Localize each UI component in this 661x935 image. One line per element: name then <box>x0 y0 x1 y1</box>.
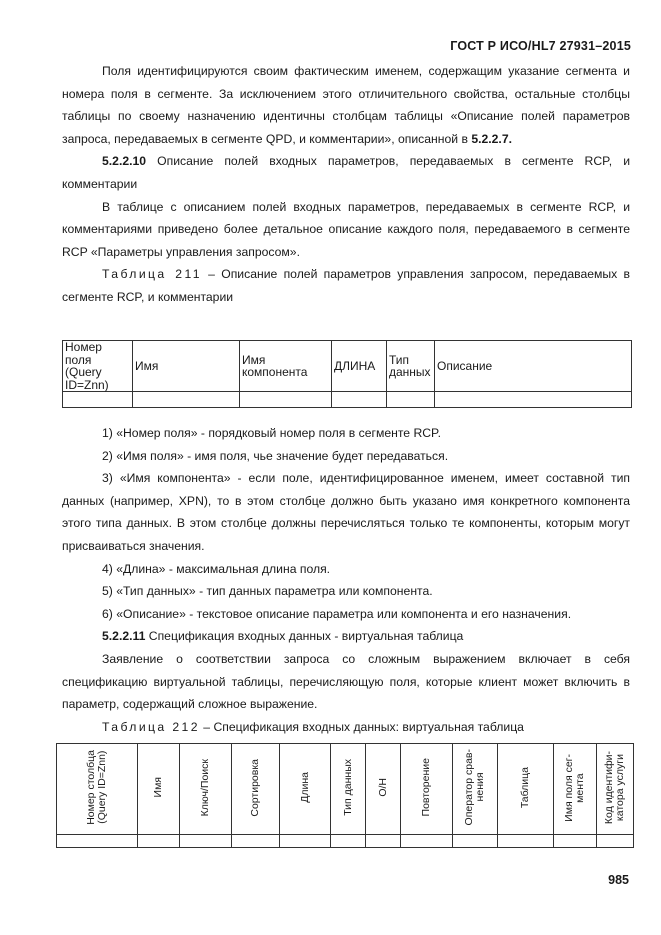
section-heading-5-2-2-10 <box>62 150 630 195</box>
section-number: 5.2.2.11 <box>102 629 146 644</box>
table-header-row <box>57 744 634 835</box>
table-211-caption <box>62 263 630 308</box>
header-cell: Ключ/Поиск <box>180 744 232 835</box>
statement-paragraph: Заявление о соответствии запроса со сложным выражением включает в себя спецификацию виртуальной таблицы, перечисляющую поля, которые клиент может включить в параметр, содержащий сложное выражение. <box>62 651 630 712</box>
table-212 <box>56 743 634 848</box>
table-cell <box>133 392 240 408</box>
section-title: Описание полей входных параметров, передаваемых в сегменте RCP, и комментарии <box>62 154 630 191</box>
header-cell: Имя поля сег- мента <box>554 744 597 835</box>
table-cell <box>332 392 387 408</box>
note-item: 5) «Тип данных» - тип данных параметра или компонента. <box>102 584 433 599</box>
table-cell <box>366 835 401 848</box>
table-211 <box>62 340 632 408</box>
note-item: 2) «Имя поля» - имя поля, чье значение будет передаваться. <box>102 448 449 463</box>
header-cell: Повторение <box>401 744 453 835</box>
page-number: 985 <box>608 873 629 887</box>
table-cell <box>435 392 632 408</box>
intro-paragraph <box>62 60 630 150</box>
note-item: 6) «Описание» - текстовое описание параметра или компонента и его назначения. <box>102 606 572 621</box>
note-item: 3) «Имя компонента» - если поле, идентифицированное именем, имеет составной тип данных (например, XPN), то в этом столбце должно быть указано имя конкретного компонента этого типа данных. В этом столбце должны перечисляться только те компоненты, которым могут присваиваться значения. <box>62 471 630 553</box>
header-cell: О/Н <box>366 744 401 835</box>
table-cell <box>387 392 435 408</box>
table-label: Таблица 212 <box>102 719 200 734</box>
table-cell <box>498 835 554 848</box>
section-title: Спецификация входных данных - виртуальная таблица <box>148 629 464 644</box>
header-cell: Таблица <box>498 744 554 835</box>
table-caption-text: – Спецификация входных данных: виртуальная таблица <box>203 719 524 734</box>
table-cell <box>453 835 498 848</box>
table-cell <box>180 835 232 848</box>
section-number: 5.2.2.10 <box>102 154 147 169</box>
table-header-row <box>63 341 632 392</box>
table-cell <box>138 835 180 848</box>
header-cell: Тип данных <box>331 744 366 835</box>
intro-text: Поля идентифицируются своим фактическим именем, содержащим указание сегмента и номера поля в сегменте. За исключением этого отличительного свойства, остальные столбцы таблицы по своему назначению идентичны столбцам таблицы «Описание полей параметров запроса, передаваемых в сегменте QPD, и комментарии», описанной в <box>62 64 630 146</box>
table-row <box>63 392 632 408</box>
section-heading-5-2-2-11 <box>62 625 630 648</box>
table-cell <box>232 835 280 848</box>
table-cell <box>331 835 366 848</box>
note-item: 4) «Длина» - максимальная длина поля. <box>102 561 331 576</box>
header-cell: Сортировка <box>232 744 280 835</box>
header-cell: Тип данных <box>387 341 435 392</box>
header-cell: Код идентифи- катора услуги <box>597 744 634 835</box>
header-cell: ДЛИНА <box>332 341 387 392</box>
table-caption-text: – Описание полей параметров управления запросом, передаваемых в сегменте RCP, и комментарии <box>62 267 630 304</box>
table-cell <box>57 835 138 848</box>
table-row <box>57 835 634 848</box>
table-cell <box>554 835 597 848</box>
header-cell: Номер столбца (Query ID=Znn) <box>57 744 138 835</box>
table-cell <box>280 835 331 848</box>
table-212-caption <box>62 716 630 739</box>
table-cell <box>401 835 453 848</box>
table-cell <box>240 392 332 408</box>
table-cell <box>597 835 634 848</box>
rcp-paragraph: В таблице с описанием полей входных параметров, передаваемых в сегменте RCP, и комментариями приведено более детальное описание каждого поля, передаваемого в сегменте RCP «Параметры управления запросом». <box>62 199 630 259</box>
header-cell: Оператор срав- нения <box>453 744 498 835</box>
notes-section <box>62 422 630 738</box>
intro-reference: 5.2.2.7. <box>471 131 512 146</box>
header-cell: Номер поля (Query ID=Znn) <box>63 341 133 392</box>
header-cell: Описание <box>435 341 632 392</box>
table-cell <box>63 392 133 408</box>
header-cell: Имя компонента <box>240 341 332 392</box>
header-cell: Длина <box>280 744 331 835</box>
note-item: 1) «Номер поля» - порядковый номер поля в сегменте RCP. <box>102 426 441 440</box>
table-label: Таблица 211 <box>102 267 202 282</box>
header-cell: Имя <box>138 744 180 835</box>
header-cell: Имя <box>133 341 240 392</box>
intro-section <box>62 60 630 309</box>
document-standard-header: ГОСТ Р ИСО/HL7 27931–2015 <box>450 39 631 53</box>
